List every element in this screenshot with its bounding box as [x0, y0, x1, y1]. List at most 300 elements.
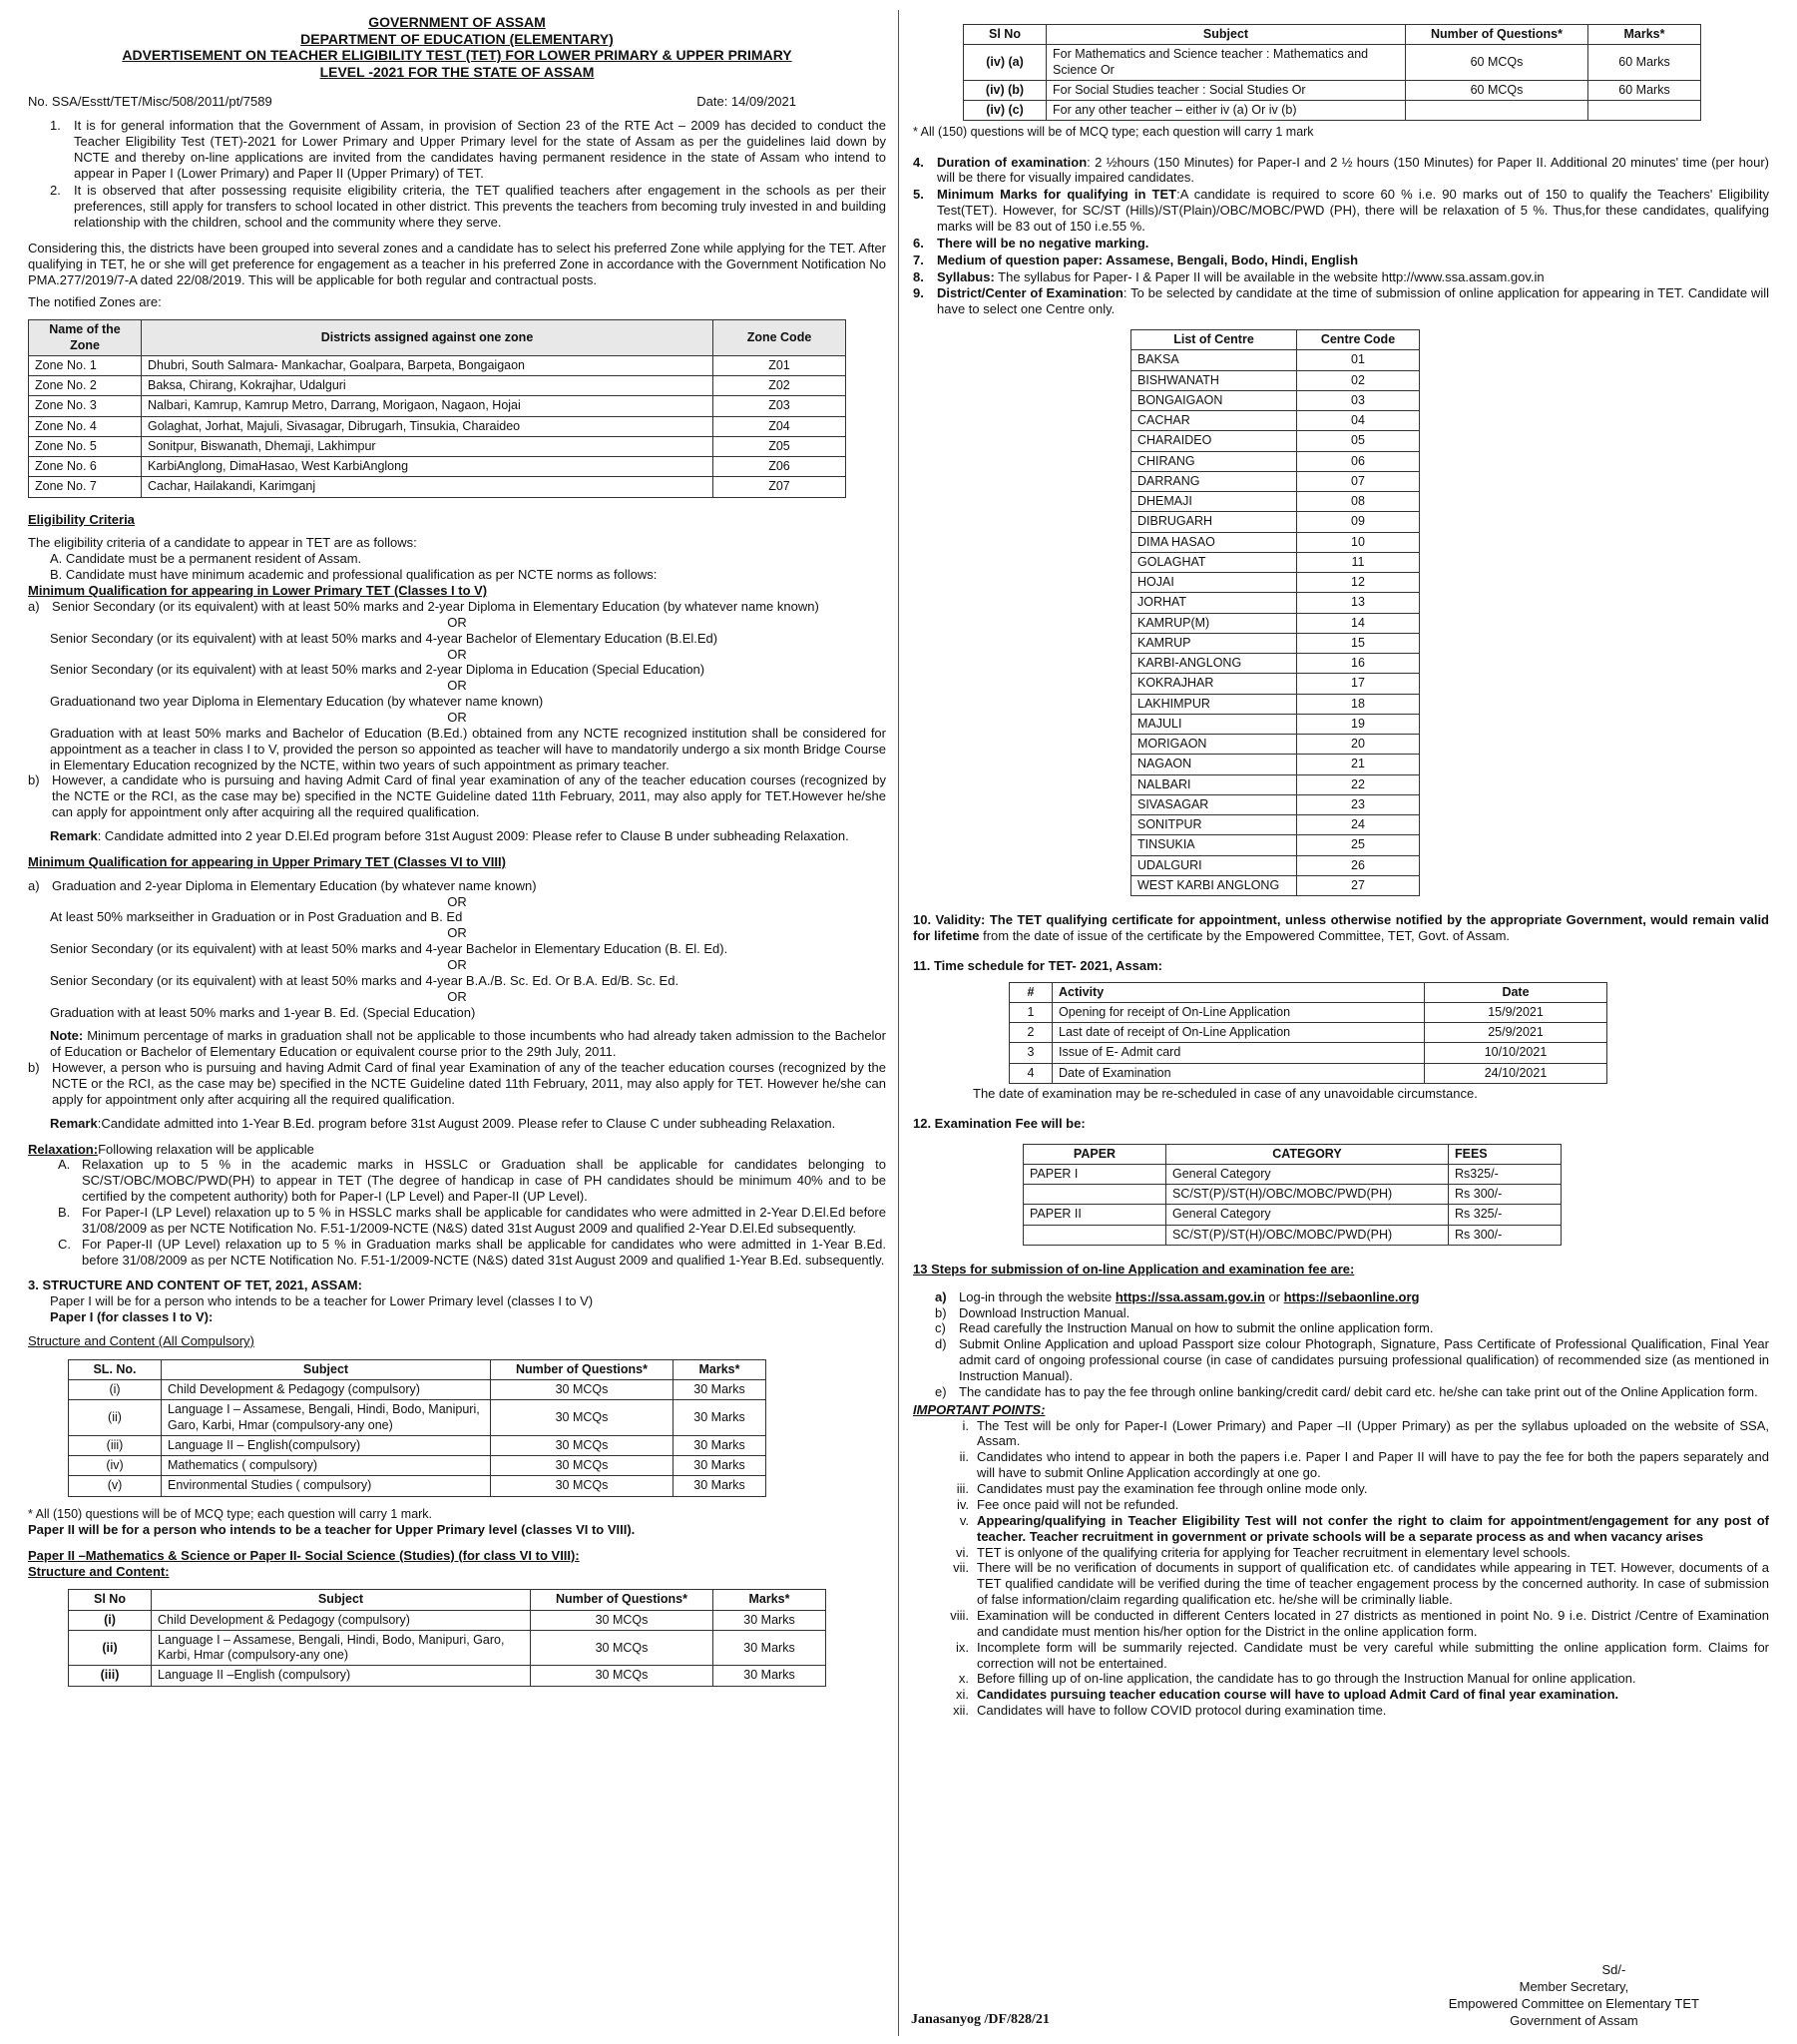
or-separator: OR — [447, 988, 467, 1004]
table-row — [1131, 532, 1420, 552]
table-cell: MORIGAON — [1131, 735, 1297, 755]
table-cell: KARBI-ANGLONG — [1131, 654, 1297, 674]
table-cell: Z03 — [713, 396, 846, 416]
table-header-cell: Centre Code — [1297, 330, 1420, 350]
remark-text: : Candidate admitted into 2 year D.El.Ed program before 31st August 2009: Please refer to Clause B under subheading Relaxation. — [97, 827, 849, 843]
table-cell: 30 MCQs — [531, 1666, 713, 1686]
table-header-row — [29, 320, 846, 356]
table-row — [69, 1630, 826, 1666]
list-item-number: xi. — [956, 1687, 969, 1703]
list-item-number: d) — [935, 1336, 947, 1352]
list-item-number: xii. — [953, 1703, 969, 1719]
signature-sd: Sd/- — [1601, 1962, 1626, 1978]
list-item-text: The candidate has to pay the fee through online banking/credit card/ debit card etc. he/she can take print out of the Online Application form. — [959, 1383, 1758, 1399]
table-row — [964, 80, 1701, 100]
table-row — [29, 416, 846, 436]
table-row — [1024, 1164, 1562, 1184]
lp-a2: Senior Secondary (or its equivalent) with at least 50% marks and 4-year Bachelor of Elementary Education (B.El.Ed) — [50, 630, 718, 646]
table-cell: 30 MCQs — [491, 1476, 674, 1496]
table-header-cell: Sl No — [964, 25, 1047, 45]
list-item — [943, 1513, 1769, 1545]
paper1-sub: Structure and Content (All Compulsory) — [28, 1333, 254, 1349]
list-item — [58, 1157, 886, 1205]
table-cell: (iv) (b) — [964, 80, 1047, 100]
table-cell: UDALGURI — [1131, 855, 1297, 875]
table-row — [1131, 875, 1420, 895]
header-line-1: GOVERNMENT OF ASSAM — [368, 14, 546, 30]
list-item-number: viii. — [950, 1607, 969, 1623]
table-cell: Language II –English (compulsory) — [152, 1666, 531, 1686]
relaxation-heading — [28, 1142, 886, 1158]
up-item-b: b) However, a person who is pursuing and having Admit Card of final year Examination of any of the teacher education courses (recognized by the NCTE or the RCI, as the case may be) specified in the NCTE Guideline dated 11th February, 2011, may also apply for TET. However he/she can apply for appointment only after acquiring all the required qualification. — [28, 1060, 886, 1107]
list-item-text — [937, 236, 1148, 252]
table-cell: 14 — [1297, 613, 1420, 633]
list-item-text: Read carefully the Instruction Manual on how to submit the online application form. — [959, 1320, 1434, 1336]
table-cell: 30 MCQs — [531, 1610, 713, 1630]
table-row — [29, 396, 846, 416]
or-separator: OR — [447, 709, 467, 725]
table-cell: MAJULI — [1131, 714, 1297, 734]
remark-label: Remark — [50, 827, 98, 843]
table-cell: 30 Marks — [674, 1400, 766, 1436]
table-row — [69, 1380, 766, 1400]
list-item-label: Medium of question paper: Assamese, Bengali, Bodo, Hindi, English — [937, 252, 1359, 267]
table-row — [69, 1476, 766, 1496]
list-item — [913, 187, 1769, 235]
table-cell: DHEMAJI — [1131, 492, 1297, 512]
list-item-text: Candidates will have to follow COVID protocol during examination time. — [977, 1703, 1387, 1719]
note-text: Minimum percentage of marks in graduation shall not be applicable to those incumbents who had already taken admission to the Bachelor of Education or Bachelor of Elementary Education or equivalent course prior to the 29th July, 2011. — [50, 1028, 886, 1060]
list-item-number: 5. — [913, 187, 924, 203]
table-cell: (i) — [69, 1610, 152, 1630]
table-cell: 25 — [1297, 835, 1420, 855]
fees-title: 12. Examination Fee will be: — [913, 1115, 1086, 1131]
table-cell: 30 Marks — [713, 1610, 826, 1630]
up-note — [50, 1028, 886, 1060]
up-a1: Graduation and 2-year Diploma in Elementary Education (by whatever name known) — [52, 877, 537, 893]
table-cell: General Category — [1166, 1164, 1449, 1184]
column-divider — [898, 10, 899, 2036]
or-separator: OR — [447, 893, 467, 909]
note-label: Note: — [50, 1028, 84, 1044]
intro-text: It is for general information that the Government of Assam, in provision of Section 23 of the RTE Act – 2009 has decided to conduct the Teacher Eligibility Test (TET)-2021 for Lower Primary and Upper Primary level for the state of Assam as per the guidelines laid down by NCTE and thereby on-line applications are invited from the candidates having permanent residence in the state of Assam who intend to appear in Paper I (Lower Primary) and Paper II (Upper Primary) of TET. — [74, 117, 886, 181]
step-a-mid: or — [1264, 1288, 1284, 1304]
table-row — [1131, 794, 1420, 814]
schedule-title: 11. Time schedule for TET- 2021, Assam: — [913, 957, 1162, 973]
table-cell: Sonitpur, Biswanath, Dhemaji, Lakhimpur — [142, 436, 713, 456]
list-item-text — [937, 155, 1769, 187]
zones-intro: The notified Zones are: — [28, 293, 162, 309]
list-item — [935, 1305, 1769, 1321]
list-item-text: Appearing/qualifying in Teacher Eligibility Test will not confer the right to claim for appointment/engagement for any post of teacher. Teacher recruitment in government or private schools will be a separate process as and when vacancy arises — [977, 1512, 1769, 1544]
table-cell: 30 Marks — [674, 1380, 766, 1400]
lp-a3: Senior Secondary (or its equivalent) with at least 50% marks and 2-year Diploma in Education (Special Education) — [50, 662, 705, 678]
table-header-cell: Subject — [162, 1359, 491, 1379]
list-item — [58, 1237, 886, 1269]
list-item-number: ix. — [956, 1639, 969, 1655]
table-cell: Zone No. 7 — [29, 477, 142, 497]
list-item-text: Fee once paid will not be refunded. — [977, 1496, 1179, 1512]
list-item-text: TET is onlyone of the qualifying criteria for applying for Teacher recruitment in elementary level schools. — [977, 1544, 1571, 1560]
table-header-cell: # — [1010, 982, 1053, 1002]
table-cell: 30 MCQs — [491, 1456, 674, 1476]
table-cell: 13 — [1297, 593, 1420, 613]
table-cell: BONGAIGAON — [1131, 390, 1297, 410]
list-item-text: Candidates pursuing teacher education course will have to upload Admit Card of final year examination. — [977, 1687, 1619, 1703]
ssa-website-link[interactable]: https://ssa.assam.gov.in — [1115, 1288, 1265, 1304]
table-cell: 09 — [1297, 512, 1420, 532]
table-cell: TINSUKIA — [1131, 835, 1297, 855]
list-item-label: Duration of examination — [937, 154, 1088, 170]
table-header-row — [1131, 330, 1420, 350]
list-item-text — [937, 187, 1769, 235]
table-cell: KAMRUP — [1131, 633, 1297, 653]
table-cell: Issue of E- Admit card — [1053, 1043, 1425, 1063]
table-row — [1010, 1002, 1607, 1022]
list-item-text: Examination will be conducted in different Centers located in 27 districts as mentioned in point No. 9 i.e. District /Centre of Examination and candidate must mention his/her option for the District in the online application form. — [977, 1607, 1769, 1639]
or-separator: OR — [447, 646, 467, 662]
table-cell: DIBRUGARH — [1131, 512, 1297, 532]
table-row — [964, 101, 1701, 121]
list-item-text: There will be no verification of documents in support of qualification etc. of candidates while appearing in TET. However, documents of a TET qualified candidate will be verified during the time of teacher engagement process by the concerned authority. In case of submission of false information/claim regarding qualification etc. he/she will be criminally liable. — [977, 1560, 1769, 1608]
table-cell — [1406, 101, 1588, 121]
table-cell — [1024, 1225, 1166, 1245]
table-cell: JORHAT — [1131, 593, 1297, 613]
table-cell: (i) — [69, 1380, 162, 1400]
points-list — [913, 155, 1769, 318]
table-cell: (v) — [69, 1476, 162, 1496]
signature-line-2: Empowered Committee on Elementary TET — [1448, 1996, 1699, 2012]
table-row — [1131, 573, 1420, 593]
table-header-cell: Number of Questions* — [491, 1359, 674, 1379]
table-row — [1131, 512, 1420, 532]
table-row — [29, 376, 846, 396]
table-cell: NAGAON — [1131, 755, 1297, 774]
list-item — [943, 1560, 1769, 1608]
table-row — [29, 355, 846, 375]
zones-table — [28, 319, 846, 497]
table-cell: 15 — [1297, 633, 1420, 653]
list-item-number: e) — [935, 1383, 947, 1399]
list-item-text: For Paper-II (UP Level) relaxation up to 5 % in Graduation marks shall be applicable for candidates who were admitted in 1-Year B.Ed. before 31/08/2009 as per NCTE Notification No. F.51-1/2009-NCTE (N&S) dated 31st August 2009 and qualified 1-Year B.Ed. subsequently. — [82, 1236, 886, 1268]
table-cell: BISHWANATH — [1131, 370, 1297, 390]
list-item-text — [937, 285, 1769, 317]
table-cell: 60 MCQs — [1406, 80, 1588, 100]
table-cell: SONITPUR — [1131, 815, 1297, 835]
table-cell — [1588, 101, 1701, 121]
list-item-number: 6. — [913, 235, 924, 251]
table-cell: 26 — [1297, 855, 1420, 875]
important-title: IMPORTANT POINTS: — [913, 1401, 1046, 1417]
list-item — [943, 1418, 1769, 1450]
intro-number: 2. — [50, 183, 61, 199]
paper2-continued-body — [964, 45, 1701, 121]
table-header-cell: CATEGORY — [1166, 1144, 1449, 1164]
header-line-2: DEPARTMENT OF EDUCATION (ELEMENTARY) — [300, 30, 614, 47]
table-cell: 30 MCQs — [491, 1435, 674, 1455]
list-item — [943, 1481, 1769, 1497]
table-row — [1131, 835, 1420, 855]
relaxation-title: Relaxation: — [28, 1141, 99, 1157]
table-header-cell: Name of the Zone — [29, 320, 142, 356]
table-cell: SIVASAGAR — [1131, 794, 1297, 814]
table-cell: Zone No. 6 — [29, 457, 142, 477]
list-item-body: : 2 ½hours (150 Minutes) for Paper-I and 2 ½ hours (150 Minutes) for Paper II. Additional 20 minutes' time (per hour) will be there for visually impaired candidates. — [937, 154, 1769, 186]
table-row — [1131, 552, 1420, 572]
table-header-row — [69, 1359, 766, 1379]
table-header-cell: Marks* — [1588, 25, 1701, 45]
table-row — [1131, 815, 1420, 835]
table-cell: 16 — [1297, 654, 1420, 674]
table-cell: 3 — [1010, 1043, 1053, 1063]
table-row — [1131, 774, 1420, 794]
lp-a4: Graduationand two year Diploma in Elementary Education (by whatever name known) — [50, 694, 544, 710]
up-item-a: a) Graduation and 2-year Diploma in Elementary Education (by whatever name known) — [28, 877, 537, 893]
list-item — [913, 236, 1769, 252]
table-cell: Environmental Studies ( compulsory) — [162, 1476, 491, 1496]
table-cell: 2 — [1010, 1023, 1053, 1043]
table-cell: For Social Studies teacher : Social Studies Or — [1047, 80, 1406, 100]
list-item — [943, 1703, 1769, 1719]
step-a: a) Log-in through the website https://ssa.assam.gov.in or https://sebaonline.org — [935, 1288, 1420, 1304]
table-cell: Language I – Assamese, Bengali, Hindi, Bodo, Manipuri, Garo, Karbi, Hmar (compulsory-any one) — [162, 1400, 491, 1436]
table-row — [1024, 1225, 1562, 1245]
list-item-body: The syllabus for Paper- I & Paper II will be available in the website http://www.ssa.assam.gov.in — [994, 268, 1545, 284]
table-cell: Zone No. 5 — [29, 436, 142, 456]
lp-b: However, a candidate who is pursuing and having Admit Card of final year examination of any of the teacher education courses (recognized by the NCTE or the RCI, as the case may be) specified in the NCTE Guideline dated 11th February, 2011, may also apply for TET.However he/she can apply for appointment only after acquiring all the required qualification. — [52, 772, 886, 820]
list-item — [913, 269, 1769, 285]
centres-table-body — [1131, 350, 1420, 896]
table-row — [1131, 714, 1420, 734]
table-cell: 08 — [1297, 492, 1420, 512]
table-cell: 20 — [1297, 735, 1420, 755]
list-item-number: v. — [959, 1512, 969, 1528]
table-cell: Z01 — [713, 355, 846, 375]
table-row — [1131, 471, 1420, 491]
table-cell: Rs 300/- — [1449, 1185, 1562, 1205]
table-row — [1010, 1043, 1607, 1063]
list-item-number: 9. — [913, 285, 924, 301]
table-cell: Z04 — [713, 416, 846, 436]
list-item — [58, 1205, 886, 1237]
table-cell: PAPER I — [1024, 1164, 1166, 1184]
table-header-cell: Activity — [1053, 982, 1425, 1002]
table-cell: 30 Marks — [713, 1630, 826, 1666]
structure-title: 3. STRUCTURE AND CONTENT OF TET, 2021, ASSAM: — [28, 1278, 362, 1293]
table-row — [1010, 1023, 1607, 1043]
up-a3: Senior Secondary (or its equivalent) with at least 50% marks and 4-year Bachelor in Elementary Education (B. El. Ed). — [50, 941, 728, 957]
table-cell: (iv) (a) — [964, 45, 1047, 81]
issue-date: Date: 14/09/2021 — [696, 94, 796, 110]
table-header-cell: Marks* — [713, 1590, 826, 1610]
paper1-head: Paper I (for classes I to V): — [50, 1309, 214, 1325]
table-cell: DIMA HASAO — [1131, 532, 1297, 552]
lp-title: Minimum Qualification for appearing in Lower Primary TET (Classes I to V) — [28, 583, 488, 599]
table-cell: 06 — [1297, 451, 1420, 471]
intro-point — [50, 183, 886, 231]
table-cell: 27 — [1297, 875, 1420, 895]
up-a5: Graduation with at least 50% marks and 1-year B. Ed. (Special Education) — [50, 1004, 476, 1020]
table-cell: 30 MCQs — [491, 1400, 674, 1436]
list-item-number: ii. — [959, 1449, 969, 1465]
table-cell: 21 — [1297, 755, 1420, 774]
table-cell: Child Development & Pedagogy (compulsory) — [152, 1610, 531, 1630]
table-cell: PAPER II — [1024, 1205, 1166, 1225]
list-item-number: 4. — [913, 154, 924, 170]
table-row — [1131, 431, 1420, 451]
or-separator: OR — [447, 925, 467, 941]
table-cell: 12 — [1297, 573, 1420, 593]
table-row — [1131, 451, 1420, 471]
eligibility-a: A. Candidate must be a permanent resident of Assam. — [50, 551, 362, 567]
table-header-row — [1024, 1144, 1562, 1164]
table-cell: Opening for receipt of On-Line Application — [1053, 1002, 1425, 1022]
signature-line-1: Member Secretary, — [1519, 1979, 1629, 1995]
table-cell: 30 Marks — [674, 1456, 766, 1476]
table-row — [1024, 1205, 1562, 1225]
up-a4: Senior Secondary (or its equivalent) with at least 50% marks and 4-year B.A./B. Sc. Ed. Or B.A. Ed/B. Sc. Ed. — [50, 972, 679, 988]
lp-item-b: b) However, a candidate who is pursuing and having Admit Card of final year examination of any of the teacher education courses (recognized by the NCTE or the RCI, as the case may be) specified in the NCTE Guideline dated 11th February, 2011, may also apply for TET.However he/she can apply for appointment only after acquiring all the required qualification. — [28, 772, 886, 820]
table-header-row — [69, 1590, 826, 1610]
table-cell: 01 — [1297, 350, 1420, 370]
table-cell: Last date of receipt of On-Line Application — [1053, 1023, 1425, 1043]
table-cell: (iv) (c) — [964, 101, 1047, 121]
signature-line-3: Government of Assam — [1510, 2013, 1638, 2029]
list-item-number: i. — [962, 1417, 969, 1433]
lp-a5: Graduation with at least 50% marks and Bachelor of Education (B.Ed.) obtained from any NCTE recognized institution shall be considered for appointment as a teacher in class I to V, provided the person so appointed as teacher will have to mandatorily undergo a six month Bridge Course in Elementary Education recognized by the NCTE, within two years of such appointment as primary teacher. — [50, 725, 886, 772]
table-row — [29, 477, 846, 497]
list-item-text: The Test will be only for Paper-I (Lower Primary) and Paper –II (Upper Primary) as per the syllabus uploaded on the website of SSA, Assam. — [977, 1417, 1769, 1449]
table-cell: 30 Marks — [674, 1435, 766, 1455]
or-separator: OR — [447, 678, 467, 694]
intro-number: 1. — [50, 117, 61, 133]
table-row — [1131, 492, 1420, 512]
table-cell: (iii) — [69, 1435, 162, 1455]
table-row — [69, 1666, 826, 1686]
table-cell: 23 — [1297, 794, 1420, 814]
paper2-desc: Paper II will be for a person who intends to be a teacher for Upper Primary level (classes VI to VIII). — [28, 1521, 636, 1537]
table-cell: WEST KARBI ANGLONG — [1131, 875, 1297, 895]
table-cell: Zone No. 3 — [29, 396, 142, 416]
table-header-cell: Zone Code — [713, 320, 846, 356]
list-item — [935, 1320, 1769, 1336]
table-row — [1010, 1063, 1607, 1083]
seba-website-link[interactable]: https://sebaonline.org — [1283, 1288, 1420, 1304]
list-item-label: There will be no negative marking. — [937, 235, 1149, 251]
table-cell: Z05 — [713, 436, 846, 456]
paper2-note: * All (150) questions will be of MCQ type; each question will carry 1 mark — [913, 125, 1314, 140]
table-cell: LAKHIMPUR — [1131, 694, 1297, 714]
list-item-number: 8. — [913, 268, 924, 284]
table-cell: 60 Marks — [1588, 80, 1701, 100]
table-cell: Baksa, Chirang, Kokrajhar, Udalguri — [142, 376, 713, 396]
list-item — [913, 155, 1769, 187]
remark-text: :Candidate admitted into 1-Year B.Ed. program before 31st August 2009. Please refer to Clause C under subheading Relaxation. — [97, 1115, 836, 1131]
table-row — [1131, 654, 1420, 674]
table-cell: Mathematics ( compulsory) — [162, 1456, 491, 1476]
table-cell: Rs 300/- — [1449, 1225, 1562, 1245]
paper2-sub: Structure and Content: — [28, 1563, 170, 1579]
right-column — [913, 14, 1769, 2030]
table-cell: 11 — [1297, 552, 1420, 572]
table-cell: Rs 325/- — [1449, 1205, 1562, 1225]
table-cell: Rs325/- — [1449, 1164, 1562, 1184]
list-item-number: x. — [958, 1671, 969, 1687]
table-cell: Zone No. 1 — [29, 355, 142, 375]
paper1-desc: Paper I will be for a person who intends to be a teacher for Lower Primary level (classes I to V) — [50, 1293, 594, 1309]
intro-point — [50, 118, 886, 181]
steps-title-text: 13 Steps for submission of on-line Application and examination fee are: — [913, 1261, 1355, 1277]
paper1-note: * All (150) questions will be of MCQ type; each question will carry 1 mark. — [28, 1506, 433, 1521]
table-header-cell: Subject — [152, 1590, 531, 1610]
table-cell: For Mathematics and Science teacher : Mathematics and Science Or — [1047, 45, 1406, 81]
table-cell: Nalbari, Kamrup, Kamrup Metro, Darrang, Morigaon, Nagaon, Hojai — [142, 396, 713, 416]
table-cell: 60 MCQs — [1406, 45, 1588, 81]
table-cell: SC/ST(P)/ST(H)/OBC/MOBC/PWD(PH) — [1166, 1185, 1449, 1205]
header-line-4: LEVEL -2021 FOR THE STATE OF ASSAM — [319, 63, 595, 80]
list-item-number: b) — [935, 1304, 947, 1320]
table-cell: KOKRAJHAR — [1131, 674, 1297, 694]
table-header-cell: Sl No — [69, 1590, 152, 1610]
signature-block — [1449, 1962, 1699, 2030]
relaxation-list — [28, 1157, 886, 1268]
validity-bold: 10. Validity: The TET qualifying certificate for appointment, unless otherwise notified by the appropriate Government, would remain valid for lifetime — [913, 912, 1769, 943]
table-cell: CHIRANG — [1131, 451, 1297, 471]
table-cell — [1024, 1185, 1166, 1205]
table-cell: 03 — [1297, 390, 1420, 410]
table-cell: SC/ST(P)/ST(H)/OBC/MOBC/PWD(PH) — [1166, 1225, 1449, 1245]
table-cell: Cachar, Hailakandi, Karimganj — [142, 477, 713, 497]
fees-table-body — [1024, 1164, 1562, 1245]
table-cell: CACHAR — [1131, 411, 1297, 431]
up-a2: At least 50% markseither in Graduation or in Post Graduation and B. Ed — [50, 909, 463, 925]
step-a-text — [959, 1289, 1419, 1305]
list-item-text — [937, 253, 1358, 268]
list-item-text: Submit Online Application and upload Passport size colour Photograph, Signature, Pass Certificate of Professional Qualification, Final Year admit card of ongoing professional course (in case of candidates pursuing professional qualification) of recommended size (as mentioned in Instruction Manual). — [959, 1336, 1769, 1384]
table-cell: Language I – Assamese, Bengali, Hindi, Bodo, Manipuri, Garo, Karbi, Hmar (compulsory-any one) — [152, 1630, 531, 1666]
paper2-head: Paper II –Mathematics & Science or Paper II- Social Science (Studies) (for class VI to VIII): — [28, 1547, 580, 1563]
table-header-cell: Date — [1425, 982, 1607, 1002]
table-row — [69, 1400, 766, 1436]
table-header-cell: List of Centre — [1131, 330, 1297, 350]
table-cell: 30 MCQs — [491, 1380, 674, 1400]
table-row — [1131, 735, 1420, 755]
list-item-text: Candidates must pay the examination fee through online mode only. — [977, 1481, 1368, 1497]
table-cell: 17 — [1297, 674, 1420, 694]
table-row — [1131, 855, 1420, 875]
table-cell: General Category — [1166, 1205, 1449, 1225]
considering-paragraph: Considering this, the districts have been grouped into several zones and a candidate has to select his preferred Zone while applying for the TET. After qualifying in TET, he or she will get preference for engagement as a teacher in his preferred Zone in accordance with the Government Notification No PMA.277/2019/7-A dated 22/08/2019. This will be applicable for both regular and contractual posts. — [28, 240, 886, 287]
paper2-table-body — [69, 1610, 826, 1686]
table-row — [69, 1610, 826, 1630]
table-header-cell: Subject — [1047, 25, 1406, 45]
list-item-text: Download Instruction Manual. — [959, 1304, 1130, 1320]
schedule-table-body — [1010, 1002, 1607, 1083]
table-cell: HOJAI — [1131, 573, 1297, 593]
intro-text: It is observed that after possessing requisite eligibility criteria, the TET qualified teachers after engagement in the schools as per their preferences, still apply for transfers to school located in other district. This prevents the teachers from becoming truly invested in and building relationship with the children, school and the community where they serve. — [74, 183, 886, 231]
table-cell: 10 — [1297, 532, 1420, 552]
list-item-number: A. — [58, 1157, 71, 1173]
relaxation-intro: Following relaxation will be applicable — [98, 1141, 314, 1157]
table-cell: 22 — [1297, 774, 1420, 794]
table-row — [1131, 674, 1420, 694]
table-cell: 07 — [1297, 471, 1420, 491]
reference-number: No. SSA/Esstt/TET/Misc/508/2011/pt/7589 — [28, 94, 272, 110]
table-cell: (ii) — [69, 1400, 162, 1436]
list-item-text: For Paper-I (LP Level) relaxation up to 5 % in HSSLC marks shall be applicable for candidates who were admitted in 2-Year D.El.Ed before 31/08/2009 as per NCTE Notification No. F.51-1/2009-NCTE (N&S) dated 31st August 2009 and qualified 2-Year D.El.Ed subsequently. — [82, 1205, 886, 1236]
lp-a1: Senior Secondary (or its equivalent) with at least 50% marks and 2-year Diploma in Elementary Education (by whatever name known) — [52, 598, 819, 614]
list-item — [913, 285, 1769, 317]
